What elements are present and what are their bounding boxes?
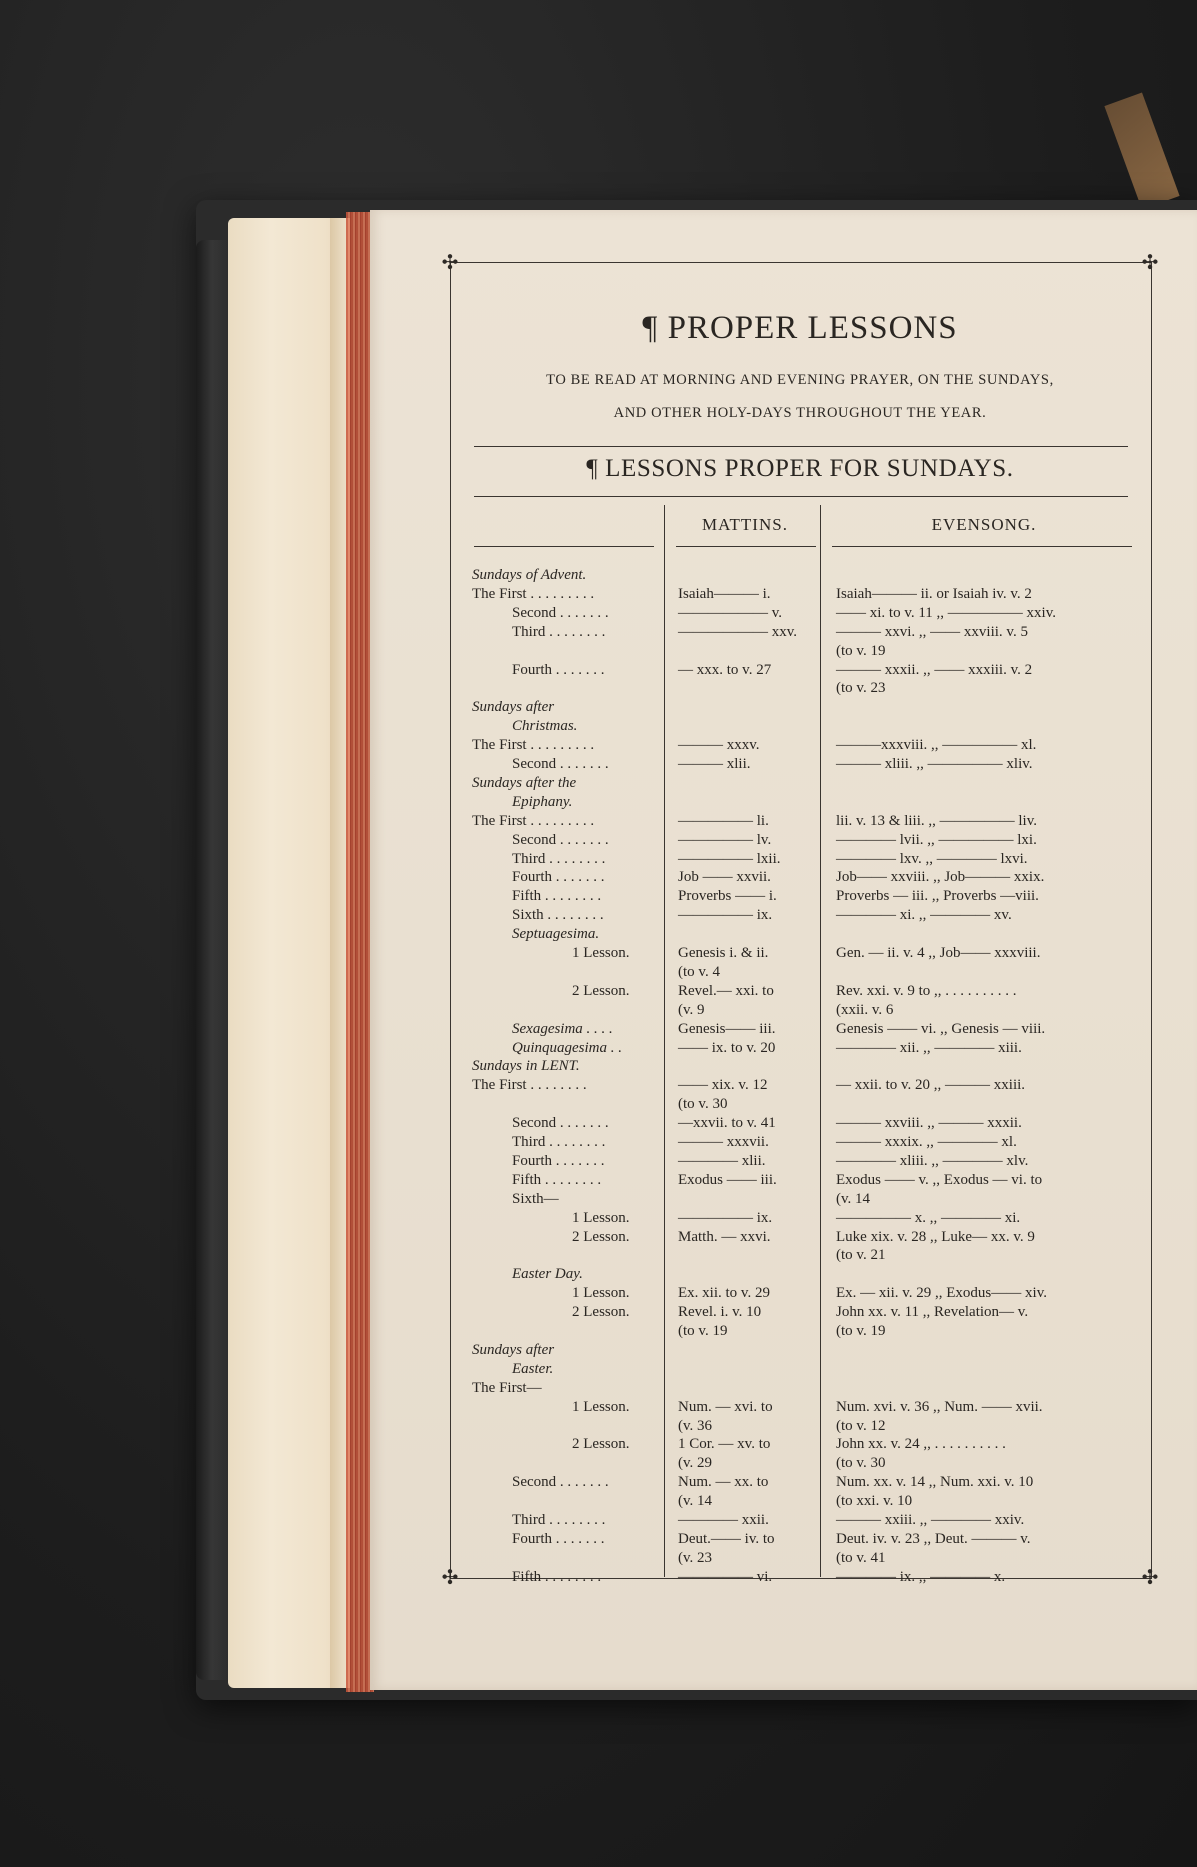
table-row-mattins: (v. 36 — [678, 1417, 713, 1434]
table-row-evensong: ——— xliii. ,, ————— xliv. — [836, 756, 1033, 772]
table-row-evensong: Proverbs — iii. ,, Proverbs —viii. — [836, 888, 1039, 905]
table-row-day: Third . . . . . . . . — [512, 1134, 606, 1150]
table-row-mattins: —————— v. — [678, 604, 783, 621]
table-row-mattins: Genesis i. & ii. — [678, 945, 769, 961]
table-row-evensong: ——— xxxix. ,, ———— xl. — [836, 1134, 1017, 1150]
page-title: ¶ PROPER LESSONS — [642, 310, 958, 346]
table-row-mattins: — xxx. to v. 27 — [678, 661, 772, 678]
table-row-evensong: Ex. — xii. v. 29 ,, Exodus—— xiv. — [836, 1285, 1047, 1302]
table-row-evensong: ——— xxxii. ,, —— xxxiii. v. 2 — [836, 661, 1033, 678]
table-row-evensong: ———— xliii. ,, ———— xlv. — [836, 1152, 1029, 1169]
table-row-day: The First . . . . . . . . . — [472, 812, 595, 829]
table-row-day: Fourth . . . . . . . — [512, 869, 605, 886]
table-row-mattins: Deut.—— iv. to — [678, 1530, 775, 1547]
table-row-mattins: —— xix. v. 12 — [678, 1077, 768, 1094]
header-rule — [832, 546, 1132, 547]
table-row-mattins: Job —— xxvii. — [678, 869, 771, 886]
table-row-evensong: (to v. 21 — [836, 1247, 886, 1264]
corner-ornament-icon: ✣ — [1141, 1565, 1159, 1589]
table-row-evensong: Gen. — ii. v. 4 ,, Job—— xxxviii. — [836, 945, 1041, 961]
table-row-evensong: John xx. v. 11 ,, Revelation— v. — [836, 1304, 1029, 1321]
header-rule — [676, 546, 816, 547]
table-row-evensong: ———— lxv. ,, ———— lxvi. — [836, 850, 1028, 867]
table-row-mattins: ————— li. — [678, 812, 769, 829]
table-row-day: Christmas. — [512, 718, 578, 735]
table-row-mattins: ———— xlii. — [678, 1152, 766, 1169]
table-row-mattins: (v. 23 — [678, 1549, 713, 1566]
title-rule — [474, 446, 1128, 447]
table-row-day: Fifth . . . . . . . . — [512, 1171, 602, 1188]
table-row-evensong: ——— xxviii. ,, ——— xxxii. — [836, 1115, 1022, 1132]
table-row-mattins: Ex. xii. to v. 29 — [678, 1285, 770, 1302]
column-header-mattins: MATTINS. — [702, 515, 788, 534]
table-row-day: Easter Day. — [512, 1266, 583, 1283]
table-row-mattins: Genesis—— iii. — [678, 1020, 776, 1037]
table-row-evensong: Num. xx. v. 14 ,, Num. xxi. v. 10 — [836, 1474, 1034, 1491]
table-row-evensong: (v. 14 — [836, 1190, 871, 1207]
table-row-day: Quinquagesima . . — [512, 1039, 622, 1056]
table-row-mattins: Num. — xx. to — [678, 1474, 769, 1491]
table-row-evensong: ———xxxviii. ,, ————— xl. — [836, 737, 1037, 754]
table-row-evensong: ———— xi. ,, ———— xv. — [836, 907, 1012, 924]
table-row-evensong: ———— xii. ,, ———— xiii. — [836, 1039, 1022, 1056]
table-row-mattins: (to v. 4 — [678, 963, 720, 980]
corner-ornament-icon: ✣ — [441, 1565, 459, 1589]
table-row-day: Sundays of Advent. — [472, 567, 587, 583]
table-row-mattins: Revel.— xxi. to — [678, 982, 774, 999]
table-row-mattins: ——— xxxvii. — [678, 1134, 769, 1150]
header-rule — [474, 546, 654, 547]
table-row-evensong: ——— xxvi. ,, —— xxviii. v. 5 — [836, 623, 1028, 640]
table-row-mattins: (v. 14 — [678, 1493, 713, 1510]
table-row-evensong: Genesis —— vi. ,, Genesis — viii. — [836, 1020, 1046, 1037]
table-row-day: Second . . . . . . . — [512, 604, 609, 621]
table-row-evensong: Luke xix. v. 28 ,, Luke— xx. v. 9 — [836, 1228, 1035, 1245]
table-row-day: The First . . . . . . . . . — [472, 585, 595, 602]
table-row-day: Fifth . . . . . . . . — [512, 1568, 602, 1585]
table-row-mattins: ——— xlii. — [678, 756, 751, 772]
table-row-day: 1 Lesson. — [572, 1209, 630, 1226]
table-row-day: Sundays in LENT. — [472, 1058, 580, 1075]
table-row-mattins: —————— xxv. — [678, 623, 798, 640]
table-row-mattins: ————— ix. — [678, 1209, 773, 1226]
table-row-evensong: John xx. v. 24 ,, . . . . . . . . . . — [836, 1436, 1006, 1453]
table-row-day: 2 Lesson. — [572, 982, 630, 999]
table-row-day: Sixth— — [512, 1190, 559, 1207]
table-row-mattins: (to v. 30 — [678, 1096, 728, 1113]
table-row-day: 2 Lesson. — [572, 1304, 630, 1321]
table-row-day: Second . . . . . . . — [512, 756, 609, 772]
table-row-evensong: —— xi. to v. 11 ,, ————— xxiv. — [836, 604, 1056, 621]
table-row-evensong: ———— lvii. ,, ————— lxi. — [836, 831, 1037, 848]
table-row-evensong: Exodus —— v. ,, Exodus — vi. to — [836, 1171, 1043, 1188]
table-row-mattins: ————— lxii. — [678, 850, 781, 867]
table-row-mattins: (to v. 19 — [678, 1323, 728, 1339]
table-row-day: Sixth . . . . . . . . — [512, 907, 604, 924]
table-row-mattins: Exodus —— iii. — [678, 1171, 777, 1188]
table-row-day: Sexagesima . . . . — [512, 1020, 613, 1037]
table-row-evensong: (to v. 19 — [836, 1323, 886, 1339]
table-row-mattins: Revel. i. v. 10 — [678, 1304, 762, 1321]
table-row-mattins: —— ix. to v. 20 — [678, 1039, 776, 1056]
table-row-mattins: ————— lv. — [678, 831, 772, 848]
table-row-evensong: Rev. xxi. v. 9 to ,, . . . . . . . . . . — [836, 982, 1017, 999]
table-row-day: 2 Lesson. — [572, 1228, 630, 1245]
table-row-day: Easter. — [512, 1360, 554, 1377]
table-row-evensong: (to v. 12 — [836, 1417, 886, 1434]
table-row-day: Sundays after the — [472, 774, 577, 791]
table-row-mattins: —xxvii. to v. 41 — [678, 1115, 776, 1132]
table-row-mattins: 1 Cor. — xv. to — [678, 1436, 771, 1453]
table-row-evensong: — xxii. to v. 20 ,, ——— xxiii. — [836, 1077, 1026, 1094]
corner-ornament-icon: ✣ — [1141, 250, 1159, 274]
table-row-mattins: ——— xxxv. — [678, 737, 760, 754]
table-row-evensong: ————— x. ,, ———— xi. — [836, 1209, 1021, 1226]
table-row-mattins: ————— ix. — [678, 907, 773, 924]
table-row-mattins: ———— xxii. — [678, 1512, 769, 1528]
table-row-evensong: (to v. 23 — [836, 680, 886, 697]
table-row-day: Third . . . . . . . . — [512, 1512, 606, 1528]
table-row-day: 1 Lesson. — [572, 945, 630, 961]
table-row-day: Second . . . . . . . — [512, 831, 609, 848]
table-row-day: The First— — [472, 1379, 542, 1396]
table-row-evensong: (to v. 30 — [836, 1455, 886, 1472]
table-row-day: 1 Lesson. — [572, 1285, 630, 1302]
table-row-day: Sundays after — [472, 1341, 555, 1358]
table-row-evensong: Deut. iv. v. 23 ,, Deut. ——— v. — [836, 1530, 1031, 1547]
table-row-evensong: (to v. 19 — [836, 642, 886, 659]
section-heading: ¶ LESSONS PROPER FOR SUNDAYS. — [586, 455, 1014, 482]
corner-ornament-icon: ✣ — [441, 250, 459, 274]
table-row-mattins: (v. 9 — [678, 1001, 705, 1018]
table-row-day: The First . . . . . . . . — [472, 1077, 587, 1094]
table-row-evensong: ——— xxiii. ,, ———— xxiv. — [836, 1512, 1025, 1528]
table-row-day: Fourth . . . . . . . — [512, 1152, 605, 1169]
table-row-evensong: Job—— xxviii. ,, Job——— xxix. — [836, 869, 1045, 886]
section-rule — [474, 496, 1128, 497]
table-row-mattins: (v. 29 — [678, 1455, 713, 1472]
table-row-day: Septuagesima. — [512, 926, 600, 943]
table-row-mattins: Num. — xvi. to — [678, 1398, 773, 1415]
table-row-day: Fifth . . . . . . . . — [512, 888, 602, 905]
table-row-day: Fourth . . . . . . . — [512, 1530, 605, 1547]
subtitle-line-1: TO BE READ AT MORNING AND EVENING PRAYER, ON THE SUNDAYS, — [546, 372, 1054, 388]
table-row-day: Epiphany. — [512, 793, 573, 810]
table-row-mattins: Proverbs —— i. — [678, 888, 777, 905]
table-row-evensong: Isaiah——— ii. or Isaiah iv. v. 2 — [836, 585, 1032, 602]
table-row-evensong: ———— ix. ,, ———— x. — [836, 1568, 1006, 1585]
table-row-mattins: Isaiah——— i. — [678, 585, 771, 602]
table-row-evensong: (to xxi. v. 10 — [836, 1493, 913, 1510]
table-row-day: Sundays after — [472, 699, 555, 716]
table-row-day: The First . . . . . . . . . — [472, 737, 595, 754]
subtitle-line-2: AND OTHER HOLY-DAYS THROUGHOUT THE YEAR. — [613, 405, 987, 421]
table-row-day: Third . . . . . . . . — [512, 850, 606, 867]
table-row-day: 1 Lesson. — [572, 1398, 630, 1415]
table-row-evensong: (to v. 41 — [836, 1549, 886, 1566]
table-row-mattins: ————— vi. — [678, 1568, 773, 1585]
table-row-day: Second . . . . . . . — [512, 1474, 609, 1491]
table-row-evensong: (xxii. v. 6 — [836, 1001, 894, 1018]
table-row-day: Third . . . . . . . . — [512, 623, 606, 640]
column-divider — [820, 505, 821, 1577]
table-row-day: 2 Lesson. — [572, 1436, 630, 1453]
table-row-day: Second . . . . . . . — [512, 1115, 609, 1132]
column-header-evensong: EVENSONG. — [931, 515, 1037, 534]
table-row-evensong: Num. xvi. v. 36 ,, Num. —— xvii. — [836, 1398, 1043, 1415]
table-row-evensong: lii. v. 13 & liii. ,, ————— liv. — [836, 812, 1037, 829]
table-row-mattins: Matth. — xxvi. — [678, 1228, 771, 1245]
table-row-day: Fourth . . . . . . . — [512, 661, 605, 678]
